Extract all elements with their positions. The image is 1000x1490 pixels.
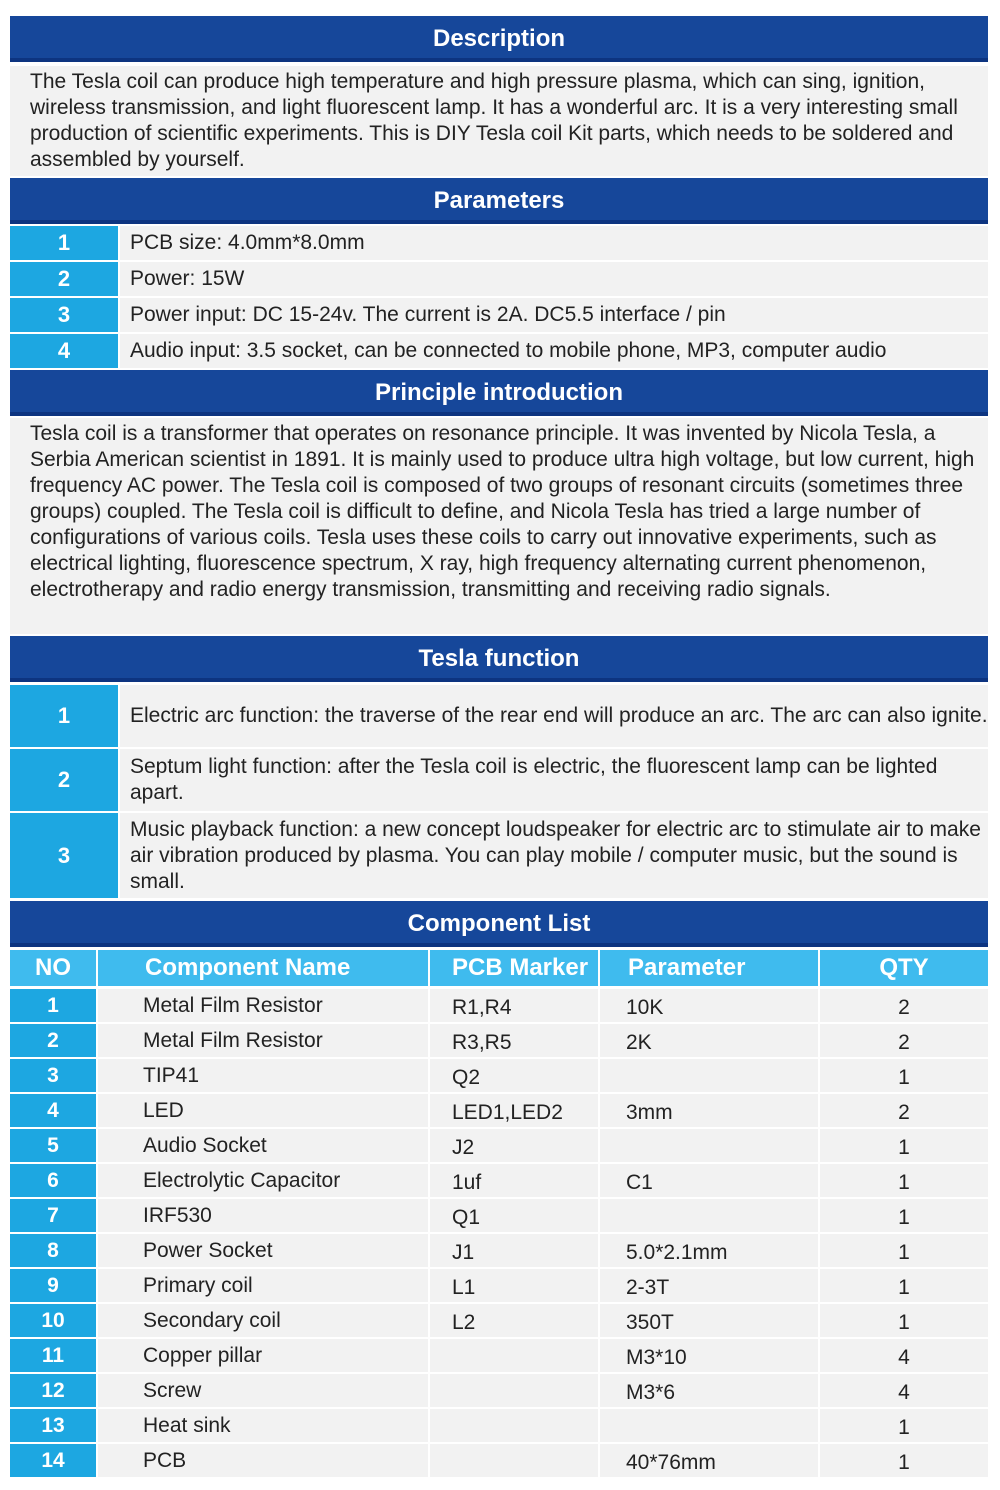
principle-text: Tesla coil is a transformer that operates on resonance principle. It was invented by Nicola Tesla, a Serbia American scientist in 1891. It is mainly used to produce ultra high voltage, but low current, high frequency AC power. The Tesla coil is composed of two groups of resonant circuits (sometimes three groups) coupled. The Tesla coil is difficult to define, and Nicola Tesla has tried a large number of configurations of various coils. Tesla uses these coils to carry out innovative experiments, such as electrical lighting, fluorescence spectrum, X ray, high frequency alternating current phenomenon, electrotherapy and radio energy transmission, transmitting and receiving radio signals. <box>10 418 988 634</box>
component-parameter <box>600 1409 818 1442</box>
component-name: Secondary coil <box>98 1304 428 1337</box>
function-text: Electric arc function: the traverse of the rear end will produce an arc. The arc can also ignite. <box>120 685 988 747</box>
component-name: Primary coil <box>98 1269 428 1302</box>
column-header-parameter: Parameter <box>600 950 818 986</box>
component-name: Electrolytic Capacitor <box>98 1164 428 1197</box>
component-number: 9 <box>10 1269 96 1302</box>
component-qty: 4 <box>820 1374 988 1407</box>
component-parameter: 2-3T <box>600 1269 818 1302</box>
component-row <box>10 1059 988 1092</box>
component-name: Heat sink <box>98 1409 428 1442</box>
parameter-row <box>10 226 988 260</box>
component-parameter <box>600 1059 818 1092</box>
function-text: Music playback function: a new concept loudspeaker for electric arc to stimulate air to make air vibration produced by plasma. You can play mobile / computer music, but the sound is small. <box>120 813 988 898</box>
function-row <box>10 749 988 811</box>
parameter-text: Power input: DC 15-24v. The current is 2A. DC5.5 interface / pin <box>120 298 988 332</box>
function-row <box>10 813 988 898</box>
component-parameter: 5.0*2.1mm <box>600 1234 818 1267</box>
parameter-text: PCB size: 4.0mm*8.0mm <box>120 226 988 260</box>
component-parameter <box>600 1129 818 1162</box>
component-row <box>10 1234 988 1267</box>
component-row <box>10 1094 988 1127</box>
component-name: Screw <box>98 1374 428 1407</box>
component-number: 10 <box>10 1304 96 1337</box>
component-name: LED <box>98 1094 428 1127</box>
component-pcb-marker <box>430 1444 598 1477</box>
component-qty: 1 <box>820 1059 988 1092</box>
component-pcb-marker: L1 <box>430 1269 598 1302</box>
component-parameter: 2K <box>600 1024 818 1057</box>
description-title: Description <box>432 25 566 52</box>
function-row <box>10 685 988 747</box>
component-qty: 1 <box>820 1444 988 1477</box>
principle-title: Principle introduction <box>374 379 623 406</box>
component-pcb-marker: Q1 <box>430 1199 598 1232</box>
component-pcb-marker: R3,R5 <box>430 1024 598 1057</box>
component-qty: 1 <box>820 1164 988 1197</box>
component-row <box>10 1129 988 1162</box>
parameter-number: 3 <box>10 298 118 332</box>
component-qty: 1 <box>820 1129 988 1162</box>
component-pcb-marker: R1,R4 <box>430 989 598 1022</box>
component-number: 12 <box>10 1374 96 1407</box>
component-pcb-marker: J2 <box>430 1129 598 1162</box>
component-name: Copper pillar <box>98 1339 428 1372</box>
components-title: Component List <box>407 910 591 937</box>
component-row <box>10 1374 988 1407</box>
function-number: 3 <box>10 813 118 898</box>
parameter-row <box>10 262 988 296</box>
parameter-number: 1 <box>10 226 118 260</box>
function-number: 1 <box>10 685 118 747</box>
component-qty: 2 <box>820 1024 988 1057</box>
component-qty: 1 <box>820 1234 988 1267</box>
function-number: 2 <box>10 749 118 811</box>
component-qty: 1 <box>820 1199 988 1232</box>
component-number: 8 <box>10 1234 96 1267</box>
component-pcb-marker <box>430 1409 598 1442</box>
component-pcb-marker: L2 <box>430 1304 598 1337</box>
component-parameter: 10K <box>600 989 818 1022</box>
component-qty: 1 <box>820 1269 988 1302</box>
component-name: Audio Socket <box>98 1129 428 1162</box>
component-name: Metal Film Resistor <box>98 989 428 1022</box>
component-row <box>10 1409 988 1442</box>
parameter-text: Power: 15W <box>120 262 988 296</box>
component-row <box>10 1199 988 1232</box>
component-pcb-marker <box>430 1374 598 1407</box>
functions-header <box>10 636 988 682</box>
component-name: Metal Film Resistor <box>98 1024 428 1057</box>
description-text: The Tesla coil can produce high temperature and high pressure plasma, which can sing, ignition, wireless transmission, and light fluorescent lamp. It has a wonderful arc. It is a very interesting small production of scientific experiments. This is DIY Tesla coil Kit parts, which needs to be soldered and assembled by yourself. <box>10 66 988 176</box>
column-header-no: NO <box>10 950 96 986</box>
component-pcb-marker: LED1,LED2 <box>430 1094 598 1127</box>
component-name: Power Socket <box>98 1234 428 1267</box>
functions-title: Tesla function <box>418 645 580 672</box>
component-number: 14 <box>10 1444 96 1477</box>
component-qty: 1 <box>820 1304 988 1337</box>
component-number: 13 <box>10 1409 96 1442</box>
parameters-title: Parameters <box>433 187 565 214</box>
component-number: 5 <box>10 1129 96 1162</box>
component-pcb-marker: J1 <box>430 1234 598 1267</box>
component-number: 7 <box>10 1199 96 1232</box>
component-row <box>10 1339 988 1372</box>
component-name: PCB <box>98 1444 428 1477</box>
component-parameter: 350T <box>600 1304 818 1337</box>
column-header-name: Component Name <box>98 950 428 986</box>
component-row <box>10 989 988 1022</box>
component-pcb-marker: 1uf <box>430 1164 598 1197</box>
parameter-text: Audio input: 3.5 socket, can be connected to mobile phone, MP3, computer audio <box>120 334 988 368</box>
components-header <box>10 901 988 947</box>
component-parameter: M3*10 <box>600 1339 818 1372</box>
component-number: 1 <box>10 989 96 1022</box>
component-parameter: M3*6 <box>600 1374 818 1407</box>
component-row <box>10 1269 988 1302</box>
column-header-qty: QTY <box>820 950 988 986</box>
component-row <box>10 1024 988 1057</box>
function-text: Septum light function: after the Tesla coil is electric, the fluorescent lamp can be lighted apart. <box>120 749 988 811</box>
component-pcb-marker <box>430 1339 598 1372</box>
component-qty: 1 <box>820 1409 988 1442</box>
parameter-row <box>10 298 988 332</box>
parameter-number: 4 <box>10 334 118 368</box>
component-row <box>10 1444 988 1477</box>
description-header <box>10 16 988 62</box>
component-qty: 2 <box>820 1094 988 1127</box>
component-parameter: 40*76mm <box>600 1444 818 1477</box>
component-number: 11 <box>10 1339 96 1372</box>
principle-header <box>10 370 988 416</box>
column-header-marker: PCB Marker <box>430 950 598 986</box>
component-row <box>10 1304 988 1337</box>
parameter-row <box>10 334 988 368</box>
parameters-header <box>10 178 988 224</box>
component-name: TIP41 <box>98 1059 428 1092</box>
component-pcb-marker: Q2 <box>430 1059 598 1092</box>
component-number: 6 <box>10 1164 96 1197</box>
component-number: 2 <box>10 1024 96 1057</box>
component-qty: 4 <box>820 1339 988 1372</box>
component-name: IRF530 <box>98 1199 428 1232</box>
parameter-number: 2 <box>10 262 118 296</box>
component-parameter: C1 <box>600 1164 818 1197</box>
component-number: 4 <box>10 1094 96 1127</box>
component-parameter <box>600 1199 818 1232</box>
component-parameter: 3mm <box>600 1094 818 1127</box>
component-qty: 2 <box>820 989 988 1022</box>
component-row <box>10 1164 988 1197</box>
component-number: 3 <box>10 1059 96 1092</box>
